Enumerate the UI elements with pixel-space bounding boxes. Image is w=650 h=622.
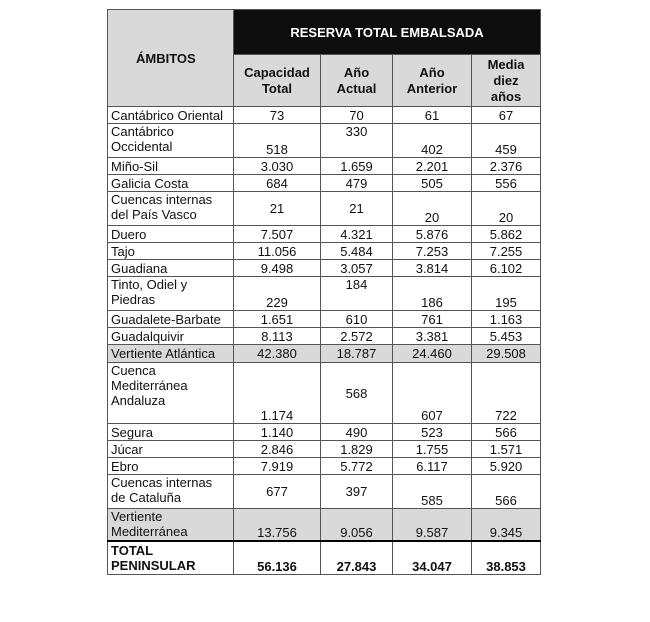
ambitos-header: ÁMBITOS	[108, 10, 234, 107]
cell-value: 761	[393, 311, 472, 328]
row-name: Cantábrico Oriental	[108, 107, 234, 124]
table-row	[108, 192, 541, 226]
cell-value: 61	[393, 107, 472, 124]
cell-value: 3.030	[234, 158, 321, 175]
table-row	[108, 345, 541, 363]
table-row	[108, 277, 541, 311]
cell-value: 459	[472, 124, 541, 158]
cell-value: 566	[472, 424, 541, 441]
table-row	[108, 441, 541, 458]
cell-value: 1.174	[234, 363, 321, 424]
row-name: Guadalete-Barbate	[108, 311, 234, 328]
cell-value: 27.843	[321, 541, 393, 575]
cell-value: 566	[472, 475, 541, 509]
cell-value: 9.498	[234, 260, 321, 277]
cell-value: 402	[393, 124, 472, 158]
cell-value: 67	[472, 107, 541, 124]
cell-value: 7.507	[234, 226, 321, 243]
cell-value: 518	[234, 124, 321, 158]
table-row	[108, 311, 541, 328]
cell-value: 2.201	[393, 158, 472, 175]
table-row	[108, 124, 541, 158]
cell-value: 490	[321, 424, 393, 441]
cell-value: 585	[393, 475, 472, 509]
cell-value: 3.057	[321, 260, 393, 277]
cell-value: 20	[393, 192, 472, 226]
row-name: Júcar	[108, 441, 234, 458]
cell-value: 5.920	[472, 458, 541, 475]
cell-value: 21	[321, 192, 393, 226]
cell-value: 505	[393, 175, 472, 192]
row-name: Tajo	[108, 243, 234, 260]
cell-value: 479	[321, 175, 393, 192]
row-name: Vertiente Mediterránea	[108, 509, 234, 541]
table-row	[108, 107, 541, 124]
cell-value: 2.846	[234, 441, 321, 458]
cell-value: 1.755	[393, 441, 472, 458]
table-row	[108, 363, 541, 424]
cell-value: 73	[234, 107, 321, 124]
col-header-media: Media diez años	[472, 55, 541, 107]
table-row	[108, 260, 541, 277]
row-name: Duero	[108, 226, 234, 243]
cell-value: 5.862	[472, 226, 541, 243]
row-name: Cantábrico Occidental	[108, 124, 234, 158]
row-name: Segura	[108, 424, 234, 441]
row-name: Cuenca Mediterránea Andaluza	[108, 363, 234, 424]
cell-value: 70	[321, 107, 393, 124]
row-name: Cuencas internas del País Vasco	[108, 192, 234, 226]
cell-value: 24.460	[393, 345, 472, 363]
cell-value: 3.814	[393, 260, 472, 277]
cell-value: 330	[321, 124, 393, 158]
cell-value: 184	[321, 277, 393, 311]
cell-value: 5.772	[321, 458, 393, 475]
cell-value: 20	[472, 192, 541, 226]
group-header: RESERVA TOTAL EMBALSADA	[234, 10, 541, 55]
cell-value: 9.587	[393, 509, 472, 541]
cell-value: 9.345	[472, 509, 541, 541]
cell-value: 607	[393, 363, 472, 424]
table-row	[108, 458, 541, 475]
table-row	[108, 243, 541, 260]
row-name: Ebro	[108, 458, 234, 475]
cell-value: 8.113	[234, 328, 321, 345]
cell-value: 2.572	[321, 328, 393, 345]
table-row	[108, 328, 541, 345]
cell-value: 18.787	[321, 345, 393, 363]
table-row	[108, 226, 541, 243]
cell-value: 7.255	[472, 243, 541, 260]
cell-value: 29.508	[472, 345, 541, 363]
cell-value: 56.136	[234, 541, 321, 575]
cell-value: 610	[321, 311, 393, 328]
cell-value: 21	[234, 192, 321, 226]
table-row	[108, 541, 541, 575]
table-row	[108, 424, 541, 441]
cell-value: 38.853	[472, 541, 541, 575]
cell-value: 7.253	[393, 243, 472, 260]
cell-value: 11.056	[234, 243, 321, 260]
cell-value: 5.453	[472, 328, 541, 345]
cell-value: 229	[234, 277, 321, 311]
cell-value: 186	[393, 277, 472, 311]
cell-value: 1.140	[234, 424, 321, 441]
cell-value: 397	[321, 475, 393, 509]
table-row	[108, 158, 541, 175]
cell-value: 568	[321, 363, 393, 424]
row-name: Guadalquivir	[108, 328, 234, 345]
cell-value: 1.659	[321, 158, 393, 175]
col-header-ano-actual: Año Actual	[321, 55, 393, 107]
cell-value: 6.117	[393, 458, 472, 475]
cell-value: 1.829	[321, 441, 393, 458]
cell-value: 523	[393, 424, 472, 441]
cell-value: 2.376	[472, 158, 541, 175]
cell-value: 5.484	[321, 243, 393, 260]
cell-value: 9.056	[321, 509, 393, 541]
cell-value: 6.102	[472, 260, 541, 277]
row-name: Tinto, Odiel y Piedras	[108, 277, 234, 311]
cell-value: 1.571	[472, 441, 541, 458]
cell-value: 677	[234, 475, 321, 509]
cell-value: 4.321	[321, 226, 393, 243]
cell-value: 5.876	[393, 226, 472, 243]
row-name: Miño-Sil	[108, 158, 234, 175]
cell-value: 42.380	[234, 345, 321, 363]
cell-value: 556	[472, 175, 541, 192]
row-name: Galicia Costa	[108, 175, 234, 192]
row-name: Guadiana	[108, 260, 234, 277]
cell-value: 684	[234, 175, 321, 192]
cell-value: 1.163	[472, 311, 541, 328]
table-row	[108, 509, 541, 541]
cell-value: 13.756	[234, 509, 321, 541]
col-header-capacidad: Capacidad Total	[234, 55, 321, 107]
row-name: Cuencas internas de Cataluña	[108, 475, 234, 509]
cell-value: 195	[472, 277, 541, 311]
col-header-ano-anterior: Año Anterior	[393, 55, 472, 107]
row-name: Vertiente Atlántica	[108, 345, 234, 363]
cell-value: 1.651	[234, 311, 321, 328]
cell-value: 3.381	[393, 328, 472, 345]
table-row	[108, 475, 541, 509]
cell-value: 34.047	[393, 541, 472, 575]
cell-value: 722	[472, 363, 541, 424]
table-body	[108, 107, 541, 575]
reservoir-table	[107, 9, 541, 575]
cell-value: 7.919	[234, 458, 321, 475]
table-row	[108, 175, 541, 192]
row-name: TOTAL PENINSULAR	[108, 541, 234, 575]
